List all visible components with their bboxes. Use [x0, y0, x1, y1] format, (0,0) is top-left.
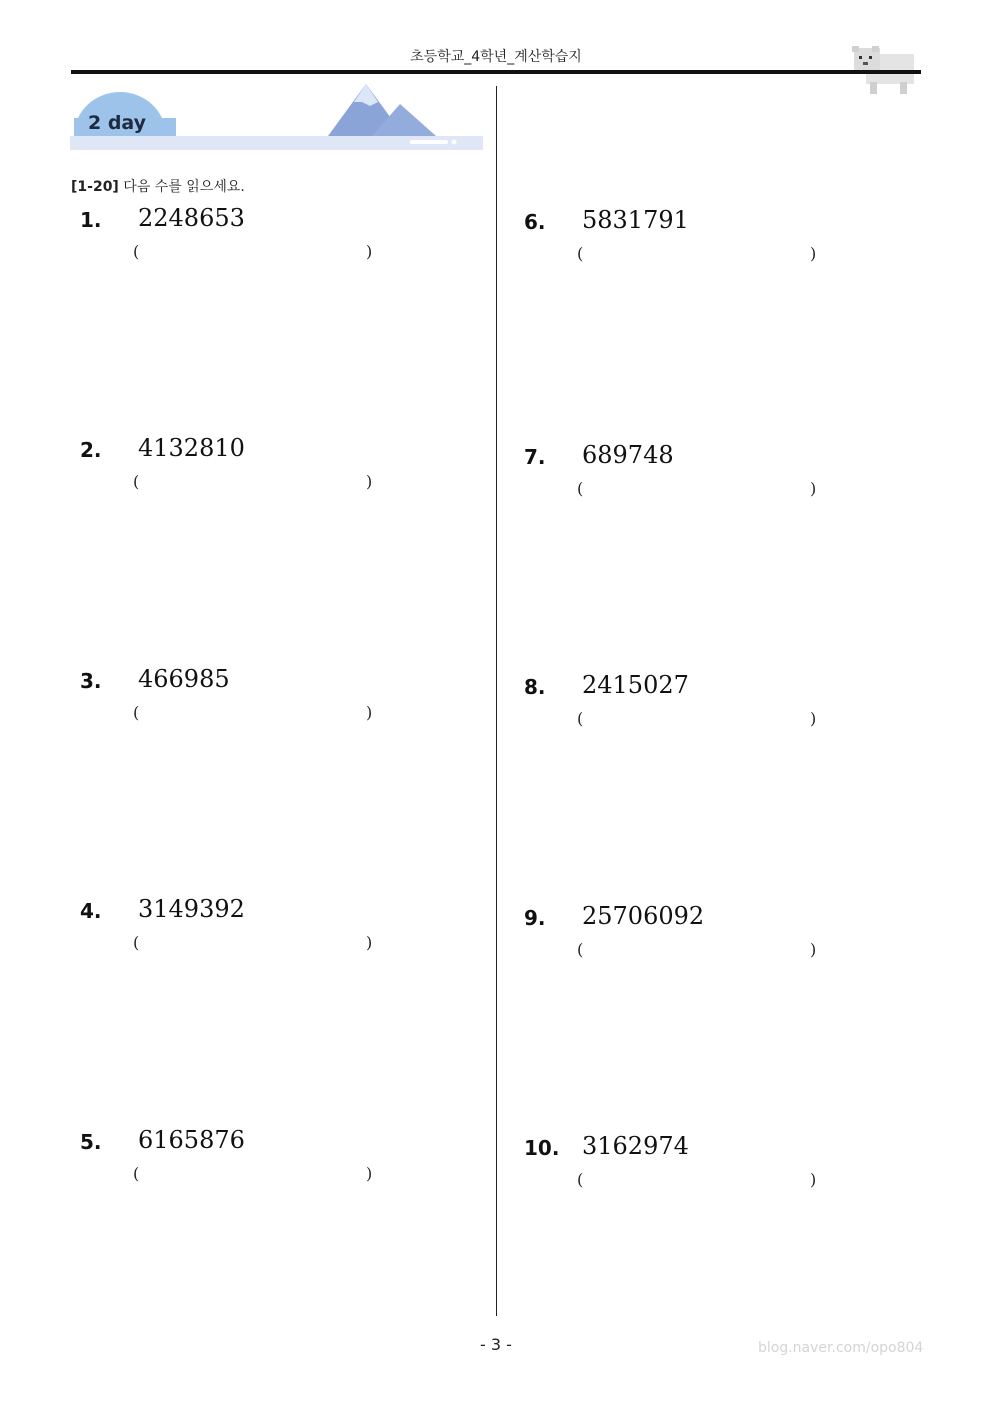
day-label: 2 day [88, 112, 147, 134]
answer-paren-open: ( [133, 472, 140, 491]
answer-paren-open: ( [577, 1170, 584, 1189]
problem-3 [80, 665, 480, 739]
column-divider [496, 86, 497, 1316]
problem-10 [524, 1132, 924, 1206]
answer-paren-open: ( [577, 244, 584, 263]
problem-7 [524, 441, 924, 515]
instruction-range: [1-20] [71, 179, 119, 195]
problem-value: 2248653 [138, 204, 245, 232]
problem-value: 4132810 [138, 434, 245, 462]
problem-number: 3. [80, 669, 102, 693]
problem-number: 1. [80, 208, 102, 232]
problem-5 [80, 1126, 480, 1200]
problem-value: 466985 [138, 665, 230, 693]
answer-paren-close: ) [810, 1170, 817, 1189]
problem-value: 3162974 [582, 1132, 689, 1160]
problem-1 [80, 204, 480, 278]
instruction [71, 176, 245, 196]
problem-number: 9. [524, 906, 546, 930]
answer-paren-open: ( [133, 703, 140, 722]
answer-paren-open: ( [133, 242, 140, 261]
answer-paren-open: ( [133, 933, 140, 952]
answer-paren-close: ) [366, 242, 373, 261]
problem-value: 5831791 [582, 206, 689, 234]
answer-paren-close: ) [366, 703, 373, 722]
answer-paren-open: ( [577, 709, 584, 728]
problem-4 [80, 895, 480, 969]
problem-6 [524, 206, 924, 280]
problem-value: 3149392 [138, 895, 245, 923]
problem-value: 25706092 [582, 902, 705, 930]
answer-paren-close: ) [810, 244, 817, 263]
answer-paren-close: ) [366, 1164, 373, 1183]
problem-number: 10. [524, 1136, 560, 1160]
problem-value: 689748 [582, 441, 674, 469]
problem-number: 2. [80, 438, 102, 462]
header-title: 초등학교_4학년_계산학습지 [410, 49, 582, 65]
answer-paren-close: ) [366, 933, 373, 952]
problem-9 [524, 902, 924, 976]
answer-paren-close: ) [810, 479, 817, 498]
answer-paren-open: ( [577, 940, 584, 959]
problem-number: 8. [524, 675, 546, 699]
page-number: - 3 - [480, 1335, 512, 1354]
problem-2 [80, 434, 480, 508]
answer-paren-close: ) [810, 940, 817, 959]
problem-value: 2415027 [582, 671, 689, 699]
answer-paren-open: ( [577, 479, 584, 498]
header-rule [71, 70, 921, 74]
watermark: blog.naver.com/opo804 [758, 1340, 924, 1356]
problem-number: 6. [524, 210, 546, 234]
problem-number: 5. [80, 1130, 102, 1154]
instruction-text: 다음 수를 읽으세요. [123, 179, 245, 195]
problem-8 [524, 671, 924, 745]
problem-value: 6165876 [138, 1126, 245, 1154]
problem-number: 7. [524, 445, 546, 469]
problem-number: 4. [80, 899, 102, 923]
answer-paren-open: ( [133, 1164, 140, 1183]
answer-paren-close: ) [810, 709, 817, 728]
answer-paren-close: ) [366, 472, 373, 491]
